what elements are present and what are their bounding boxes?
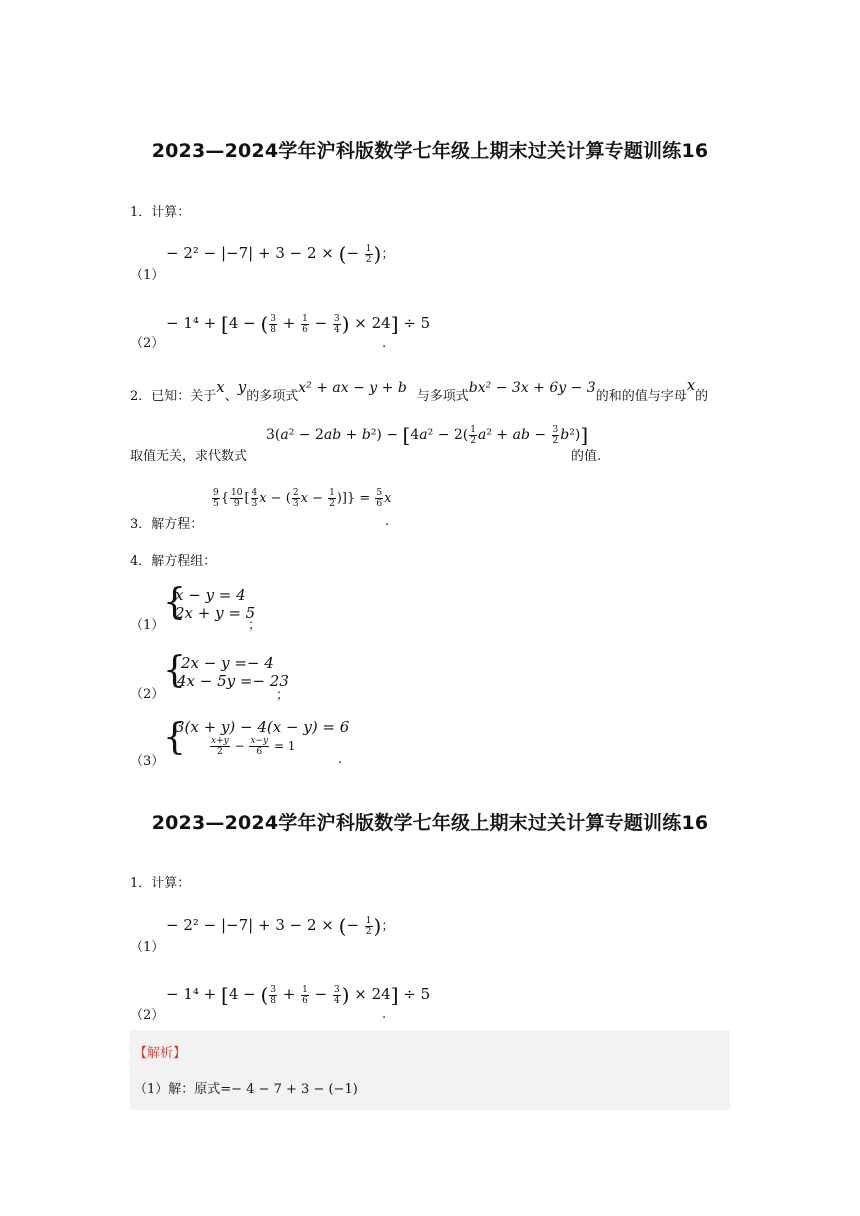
question-4-label: 4．解方程组：	[130, 554, 217, 569]
q4-sys1-semicolon: ；	[248, 618, 262, 633]
q1-part2-expression-repeat: − 1⁴ + [4 − ( $\frac{3}{8}$ + $\frac{1}{6}$ − $\frac{3}{4}$ ) × 24] ÷ 5	[166, 983, 431, 1007]
q4-sys3-equations: 3(x + y) − 4(x − y) = 6 $\frac{x+y}{2}$ − $\frac{x-y}{6}$ = 1	[175, 718, 350, 757]
q4-sys3-brace: {	[163, 717, 186, 758]
q1-part2-expression: − 1⁴ + [4 − ( $\frac{3}{8}$ + $\frac{1}{6}$ − $\frac{3}{4}$ ) × 24] ÷ 5	[166, 312, 431, 336]
q1-part1-label-repeat: （1）	[130, 940, 165, 955]
q1-part2-label: （2）	[130, 336, 165, 351]
q2-line1: 2．已知：关于x、y的多项式x² + ax − y + b与多项式bx² − 3x + 6y − 3的和的值与字母x的	[130, 376, 709, 404]
q4-sys1-label: （1）	[130, 618, 165, 633]
page-title-repeat: 2023—2024学年沪科版数学七年级上期末过关计算专题训练16	[151, 812, 709, 834]
q3-period: .	[385, 514, 390, 529]
q1-part2-period-repeat: .	[382, 1007, 387, 1022]
question-3-label: 3．解方程：	[130, 517, 204, 532]
answer-line-1: （1）解：原式=− 4 − 7 + 3 − (−1)	[134, 1082, 358, 1097]
q4-sys3-period: .	[338, 752, 343, 767]
q4-sys1-brace: {	[163, 582, 186, 623]
q1-part1-label: （1）	[130, 268, 165, 283]
q4-sys2-brace: {	[163, 650, 186, 691]
q4-sys2-semicolon: ；	[276, 688, 290, 703]
q2-expression: 3(a² − 2ab + b²) − [4a² − 2( $\frac{1}{2}$ a² + ab − $\frac{3}{2}$ b²)]	[266, 423, 589, 447]
question-1-label-repeat: 1．计算：	[130, 876, 191, 891]
q4-sys3-label: （3）	[130, 754, 165, 769]
q1-part2-label-repeat: （2）	[130, 1008, 165, 1023]
answer-header: 【解析】	[134, 1046, 187, 1061]
q1-part1-expression: − 2² − |−7| + 3 − 2 × (− $\frac{1}{2}$ )；	[166, 242, 395, 266]
q1-part1-expression-repeat: − 2² − |−7| + 3 − 2 × (− $\frac{1}{2}$ )；	[166, 914, 395, 938]
q4-sys1-equations: x − y = 4 2x + y = 5	[175, 586, 256, 622]
q4-sys2-label: （2）	[130, 687, 165, 702]
q3-equation: $\frac{9}{5}$ { $\frac{10}{9}$ [ $\frac{4}{3}$ x − ( $\frac{2}{3}$ x − $\frac{1}{2}$ )]} = $\frac{5}{6}$ x	[213, 488, 392, 509]
question-1-label: 1．计算：	[130, 205, 191, 220]
q1-part2-period: .	[382, 336, 387, 351]
q2-line2-a: 取值无关，求代数式	[130, 449, 248, 464]
q4-sys2-equations: 2x − y =− 4 4x − 5y =− 23	[177, 654, 289, 690]
page-title: 2023—2024学年沪科版数学七年级上期末过关计算专题训练16	[151, 140, 709, 162]
answer-section	[130, 1030, 730, 1110]
q2-line2-b: 的值.	[571, 449, 602, 464]
